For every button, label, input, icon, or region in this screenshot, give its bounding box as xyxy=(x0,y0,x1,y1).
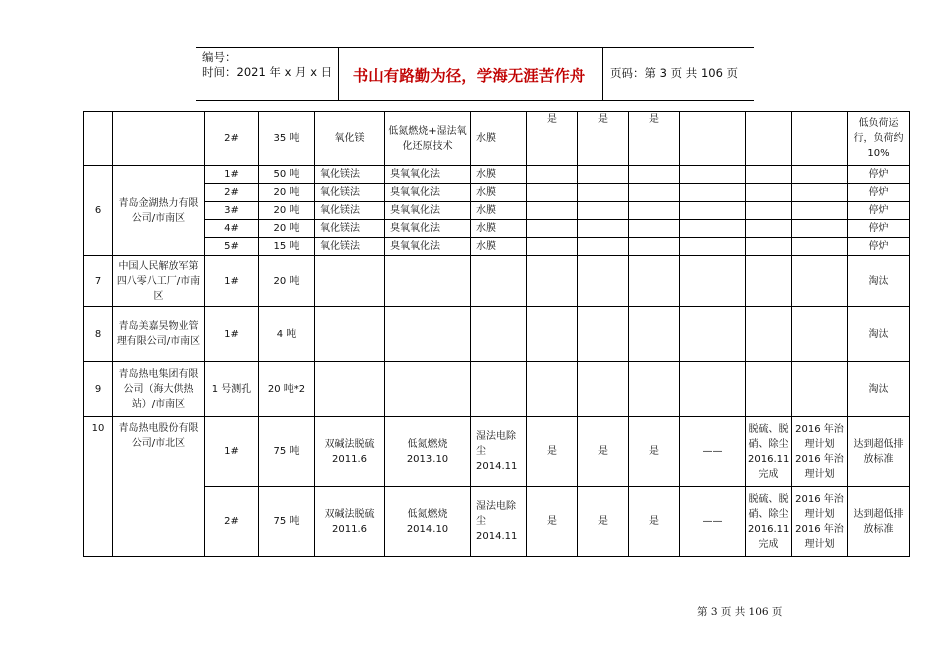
denitrification-method: 臭氧氧化法 xyxy=(385,238,471,256)
table-row xyxy=(84,417,910,487)
boiler-tonnage: 20 吨 xyxy=(259,220,315,238)
status-cell: 是 xyxy=(578,417,629,487)
dust-removal-method: 湿法电除尘 2014.11 xyxy=(471,417,527,487)
boiler-unit: 2# xyxy=(205,112,259,166)
header-divider xyxy=(602,48,603,100)
table-row xyxy=(84,202,910,220)
boiler-tonnage: 15 吨 xyxy=(259,238,315,256)
denitrification-method: 臭氧氧化法 xyxy=(385,184,471,202)
boiler-unit: 1# xyxy=(205,417,259,487)
dust-removal-method: 水膜 xyxy=(471,238,527,256)
denitrification-method: 臭氧氧化法 xyxy=(385,220,471,238)
boiler-tonnage: 20 吨 xyxy=(259,202,315,220)
desulfurization-method: 氧化镁 xyxy=(315,112,385,166)
status-cell: 是 xyxy=(629,487,680,557)
remark: 淘汰 xyxy=(848,307,910,362)
status-cell: 是 xyxy=(527,417,578,487)
remark: 达到超低排放标准 xyxy=(848,417,910,487)
status-cell: 是 xyxy=(629,417,680,487)
denitrification-method: 低氮燃烧+湿法氧化还原技术 xyxy=(385,112,471,166)
document-number-label: 编号： xyxy=(202,50,237,64)
status-cell: 是 xyxy=(527,112,578,166)
dust-removal-method: 水膜 xyxy=(471,112,527,166)
page-header xyxy=(196,47,754,101)
status-cell: —— xyxy=(680,417,746,487)
denitrification-method: 低氮燃烧 2013.10 xyxy=(385,417,471,487)
status-cell: 是 xyxy=(629,112,680,166)
boiler-unit: 1 号测孔 xyxy=(205,362,259,417)
boiler-unit: 1# xyxy=(205,307,259,362)
remark: 达到超低排放标准 xyxy=(848,487,910,557)
company-name: 青岛美嘉昊物业管理有限公司/市南区 xyxy=(113,307,205,362)
desulfurization-method: 氧化镁法 xyxy=(315,184,385,202)
header-meta xyxy=(202,50,332,80)
boiler-tonnage: 35 吨 xyxy=(259,112,315,166)
dust-removal-method: 湿法电除尘 2014.11 xyxy=(471,487,527,557)
page-footer: 第 3 页 共 106 页 xyxy=(697,606,783,618)
desulfurization-method: 氧化镁法 xyxy=(315,220,385,238)
company-name: 中国人民解放军第四八零八工厂/市南区 xyxy=(113,256,205,307)
row-number: 7 xyxy=(84,256,113,307)
table-row xyxy=(84,220,910,238)
remark: 停炉 xyxy=(848,238,910,256)
remark: 淘汰 xyxy=(848,256,910,307)
boiler-unit: 1# xyxy=(205,166,259,184)
table-row xyxy=(84,238,910,256)
boiler-unit: 5# xyxy=(205,238,259,256)
remark: 停炉 xyxy=(848,202,910,220)
header-page-info: 页码：第 3 页 共 106 页 xyxy=(610,66,739,80)
treatment-completion: 脱硫、脱硝、除尘 2016.11 完成 xyxy=(746,487,792,557)
table-row xyxy=(84,256,910,307)
boiler-tonnage: 75 吨 xyxy=(259,417,315,487)
remark: 低负荷运行，负荷约 10% xyxy=(848,112,910,166)
dust-removal-method: 水膜 xyxy=(471,220,527,238)
boiler-tonnage: 20 吨 xyxy=(259,256,315,307)
denitrification-method: 臭氧氧化法 xyxy=(385,166,471,184)
dust-removal-method: 水膜 xyxy=(471,166,527,184)
boiler-unit: 2# xyxy=(205,487,259,557)
row-number: 10 xyxy=(84,417,113,557)
boiler-tonnage: 4 吨 xyxy=(259,307,315,362)
table-row xyxy=(84,112,910,166)
desulfurization-method: 氧化镁法 xyxy=(315,238,385,256)
denitrification-method: 臭氧氧化法 xyxy=(385,202,471,220)
remark: 停炉 xyxy=(848,166,910,184)
status-cell: 是 xyxy=(578,112,629,166)
remark: 淘汰 xyxy=(848,362,910,417)
table-row xyxy=(84,487,910,557)
boiler-tonnage: 20 吨 xyxy=(259,184,315,202)
desulfurization-method: 双碱法脱硫 2011.6 xyxy=(315,487,385,557)
remark: 停炉 xyxy=(848,220,910,238)
table-row xyxy=(84,307,910,362)
boiler-unit: 1# xyxy=(205,256,259,307)
boiler-unit: 3# xyxy=(205,202,259,220)
treatment-plan: 2016 年治理计划 2016 年治理计划 xyxy=(792,417,848,487)
boiler-unit: 2# xyxy=(205,184,259,202)
desulfurization-method: 氧化镁法 xyxy=(315,166,385,184)
dust-removal-method: 水膜 xyxy=(471,184,527,202)
company-name: 青岛热电股份有限公司/市北区 xyxy=(113,417,205,557)
company-name: 青岛热电集团有限公司（海大供热站）/市南区 xyxy=(113,362,205,417)
row-number: 8 xyxy=(84,307,113,362)
company-name: 青岛金湖热力有限公司/市南区 xyxy=(113,166,205,256)
boiler-tonnage: 75 吨 xyxy=(259,487,315,557)
table-row xyxy=(84,184,910,202)
row-number: 9 xyxy=(84,362,113,417)
table-row xyxy=(84,166,910,184)
status-cell: —— xyxy=(680,487,746,557)
treatment-completion: 脱硫、脱硝、除尘 2016.11 完成 xyxy=(746,417,792,487)
boiler-table xyxy=(83,111,910,557)
dust-removal-method: 水膜 xyxy=(471,202,527,220)
denitrification-method: 低氮燃烧 2014.10 xyxy=(385,487,471,557)
remark: 停炉 xyxy=(848,184,910,202)
boiler-tonnage: 20 吨*2 xyxy=(259,362,315,417)
treatment-plan: 2016 年治理计划 2016 年治理计划 xyxy=(792,487,848,557)
boiler-unit: 4# xyxy=(205,220,259,238)
boiler-tonnage: 50 吨 xyxy=(259,166,315,184)
desulfurization-method: 双碱法脱硫 2011.6 xyxy=(315,417,385,487)
header-motto: 书山有路勤为径，学海无涯苦作舟 xyxy=(352,67,586,85)
desulfurization-method: 氧化镁法 xyxy=(315,202,385,220)
table-row xyxy=(84,362,910,417)
row-number: 6 xyxy=(84,166,113,256)
status-cell: 是 xyxy=(578,487,629,557)
status-cell: 是 xyxy=(527,487,578,557)
document-date: 时间：2021 年 x 月 x 日 xyxy=(202,65,333,79)
